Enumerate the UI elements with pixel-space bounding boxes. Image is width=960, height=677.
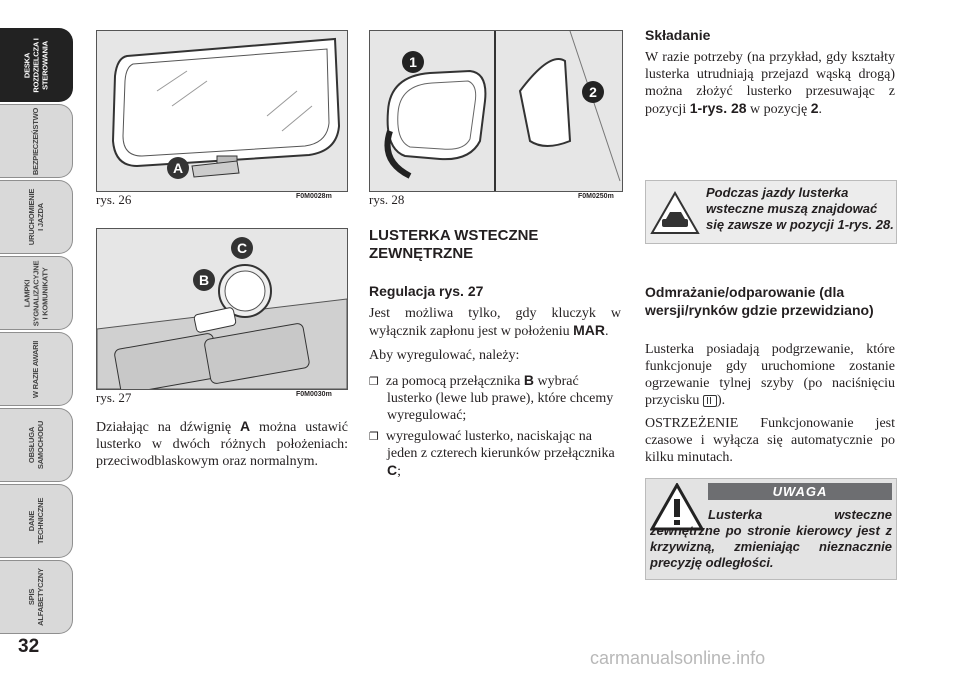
tab-bezpieczenstwo[interactable]: BEZPIECZEŃSTWO [0, 104, 73, 178]
mirror-switch-illustration [97, 229, 347, 389]
marker-1: 1 [402, 51, 424, 73]
figure-28-folding-mirror [369, 30, 623, 192]
figure-28-caption: rys. 28 [369, 192, 405, 207]
car-warning-icon [650, 191, 700, 235]
adjustment-paragraph: Jest możliwa tylko, gdy kluczyk w wyłącznik zapłonu jest w położeniu MAR. [369, 306, 621, 339]
tab-lampki[interactable]: LAMPKI SYGNALIZACYJNE I KOMUNIKATY [0, 256, 73, 330]
figure-26-code: F0M0028m [296, 193, 332, 200]
driving-note-text: Podczas jazdy lusterka wsteczne muszą znajdować się zawsze w pozycji 1-rys. 28. [706, 185, 894, 232]
lever-paragraph: Działając na dźwignię A można ustawić lusterko w dwóch różnych położeniach: przeciwodblaskowym oraz normalnym. [96, 418, 348, 469]
marker-c: C [231, 237, 253, 259]
watermark: carmanualsonline.info [590, 648, 766, 668]
checkbox-bullet-icon: ❐ [369, 375, 379, 388]
uwaga-label: UWAGA [708, 483, 892, 500]
figure-27-mirror-switch [96, 228, 348, 390]
figure-26-interior-mirror [96, 30, 348, 192]
tab-deska-rozdzielcza[interactable]: DESKA ROZDZIELCZA I STEROWANIA [0, 28, 73, 102]
list-item: ❐ wyregulować lusterko, naciskając na jeden z czterech kierunków przełącznika C; [369, 429, 615, 479]
tab-w-razie-awarii[interactable]: W RAZIE AWARII [0, 332, 73, 406]
folding-paragraph: W razie potrzeby (na przykład, gdy kształty lusterka utrudniają przejazd wąską drogą) można złożyć lusterko przesuwając z pozycji 1-rys. 28 w pozycję 2. [645, 50, 895, 117]
checkbox-bullet-icon: ❐ [369, 430, 379, 443]
figure-27-code: F0M0030m [296, 391, 332, 398]
interior-mirror-illustration [97, 31, 347, 191]
page-number: 32 [18, 636, 40, 657]
tab-spis-alfabetyczny[interactable]: SPIS ALFABETYCZNY [0, 560, 73, 634]
figure-27-caption: rys. 27 [96, 390, 132, 405]
uwaga-warning-box [645, 478, 897, 580]
tab-obsluga[interactable]: OBSŁUGA SAMOCHODU [0, 408, 73, 482]
rear-defrost-icon [703, 395, 717, 407]
marker-2: 2 [582, 81, 604, 103]
tab-dane-techniczne[interactable]: DANE TECHNICZNE [0, 484, 73, 558]
figure-28-code: F0M0250m [578, 193, 614, 200]
marker-b: B [193, 269, 215, 291]
figure-26-caption: rys. 26 [96, 192, 132, 207]
warning-paragraph: OSTRZEŻENIE Funkcjonowanie jest czasowe i wyłącza się automatycznie po kilku minutach. [645, 416, 895, 465]
tab-uruchomienie[interactable]: URUCHOMIENIE I JAZDA [0, 180, 73, 254]
subheading-folding: Składanie [645, 27, 711, 43]
section-heading-exterior-mirrors: LUSTERKA WSTECZNE ZEWNĘTRZNE [369, 227, 539, 262]
subheading-defrosting: Odmrażanie/odparowanie (dla wersji/rynków gdzie przewidziano) [645, 284, 874, 318]
subheading-adjustment: Regulacja rys. 27 [369, 283, 484, 299]
driving-note-box [645, 180, 897, 244]
list-item: ❐ za pomocą przełącznika B wybrać lusterko (lewe lub prawe), które chcemy wyregulować; [369, 372, 614, 423]
instruction-intro: Aby wyregulować, należy: [369, 348, 520, 363]
marker-a: A [167, 157, 189, 179]
uwaga-text: Lusterka wsteczne zewnętrzne po stronie kierowcy jest z krzywizną, zmieniając nieznacznie precyzję odległości. [650, 507, 892, 570]
defrost-paragraph: Lusterka posiadają podgrzewanie, które funkcjonuje gdy uruchomione zostanie ogrzewanie tylnej szyby (po naciśnięciu przycisku ). [645, 342, 895, 408]
